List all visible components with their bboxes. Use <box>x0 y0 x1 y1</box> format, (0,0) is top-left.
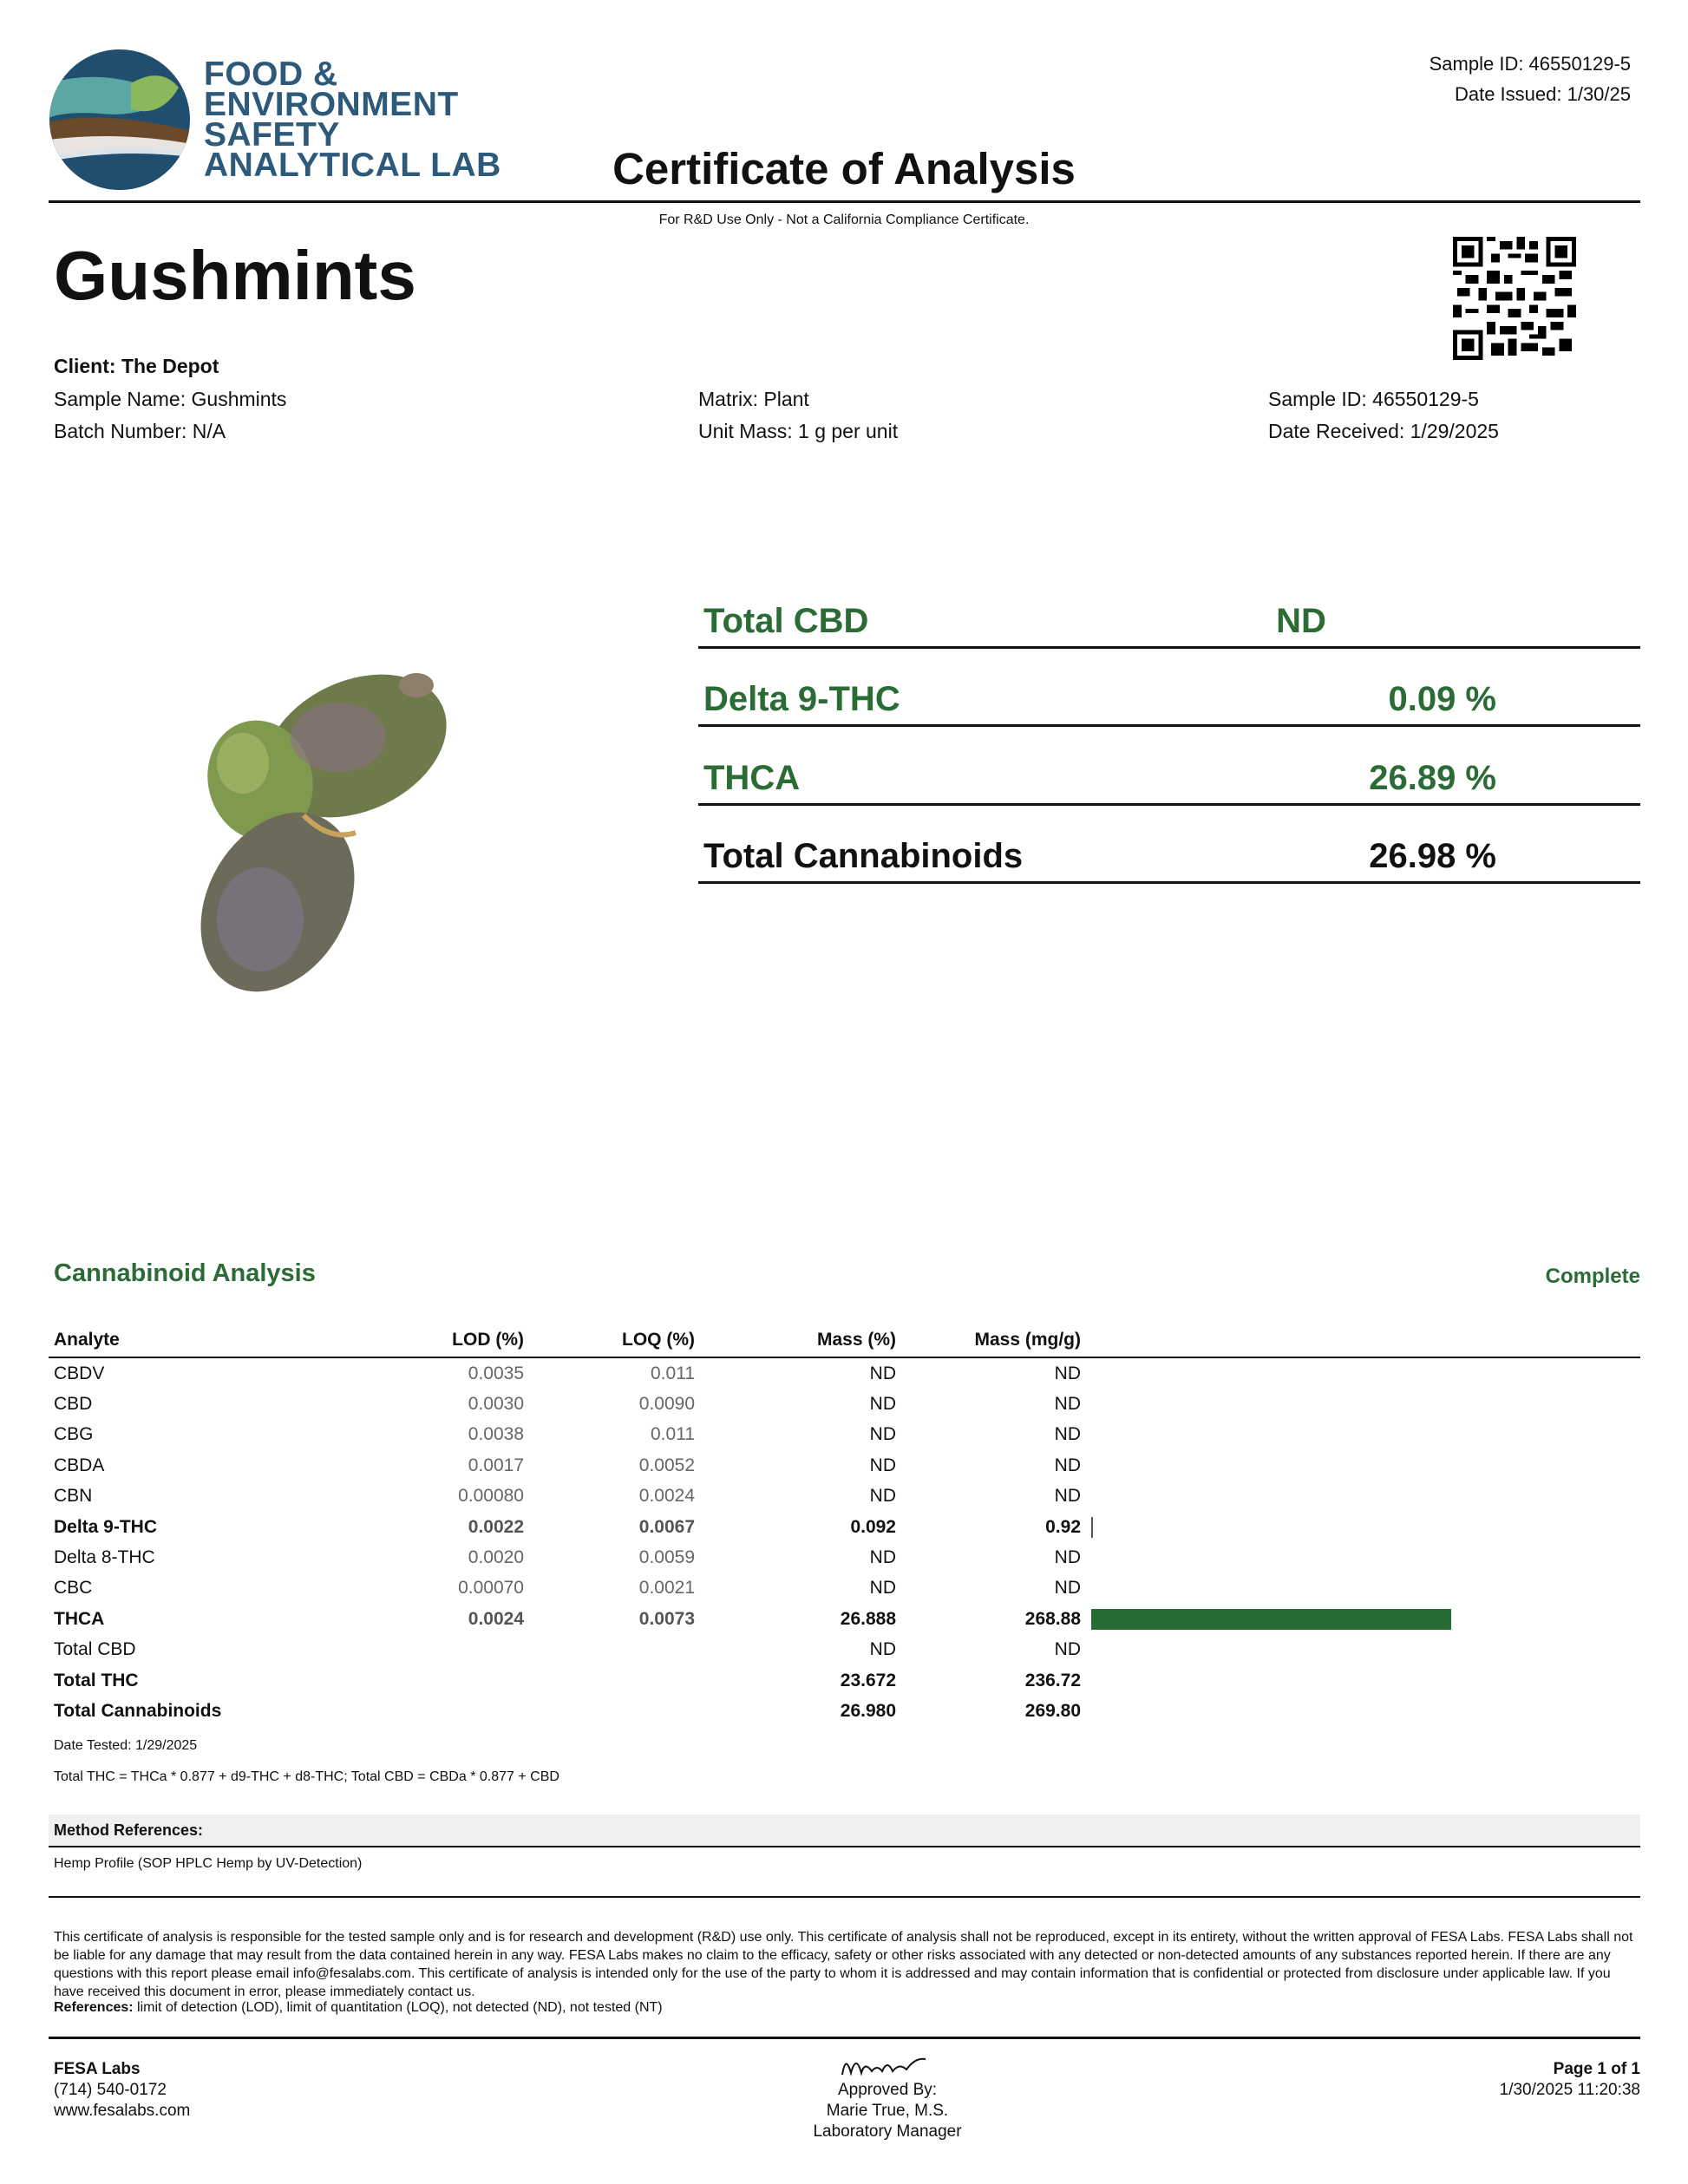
mass-percent-cell: ND <box>869 1363 896 1383</box>
approver-title: Laboratory Manager <box>813 2122 962 2141</box>
column-header: Mass (%) <box>695 1327 896 1357</box>
bar-cell <box>1081 1696 1640 1726</box>
logo-line-1: FOOD & <box>204 56 338 93</box>
header-meta <box>1430 49 1631 109</box>
header-date-issued: Date Issued: 1/30/25 <box>1454 83 1631 105</box>
mass-percent-cell: ND <box>869 1639 896 1660</box>
product-name: Gushmints <box>54 237 416 314</box>
footer-website: www.fesalabs.com <box>54 2102 191 2120</box>
loq-cell: 0.0090 <box>638 1394 695 1415</box>
footer-divider <box>49 2037 1640 2039</box>
loq-cell: 0.0052 <box>638 1455 695 1475</box>
lod-cell <box>261 1635 524 1665</box>
bar-cell <box>1081 1389 1640 1419</box>
table-row <box>49 1635 1640 1665</box>
mass-percent-cell: ND <box>869 1547 896 1568</box>
table-header-row <box>49 1327 1640 1357</box>
summary-label: THCA <box>703 759 801 797</box>
bar-cell <box>1081 1450 1640 1481</box>
product-photo <box>130 642 494 1006</box>
loq-cell: 0.0073 <box>638 1608 695 1629</box>
analyte-cell: CBD <box>54 1394 93 1415</box>
mass-percent-cell: ND <box>869 1578 896 1599</box>
mass-mg-cell: ND <box>1054 1639 1081 1660</box>
table-row <box>49 1604 1640 1634</box>
sample-name: Sample Name: Gushmints <box>54 388 287 410</box>
method-heading: Method References: <box>54 1821 204 1839</box>
header-sample-id: Sample ID: 46550129-5 <box>1429 53 1631 75</box>
column-header: LOQ (%) <box>524 1327 695 1357</box>
logo-line-2: ENVIRONMENT <box>204 86 459 123</box>
summary-row-total-cbd <box>698 568 1640 649</box>
section-title: Cannabinoid Analysis <box>54 1259 316 1287</box>
concentration-bar <box>1091 1609 1451 1630</box>
mass-mg-cell: ND <box>1054 1547 1081 1568</box>
mass-percent-cell: 26.980 <box>840 1700 896 1721</box>
lod-cell: 0.0020 <box>468 1547 524 1568</box>
loq-cell: 0.0021 <box>638 1578 695 1599</box>
mass-mg-cell: 269.80 <box>1024 1700 1081 1721</box>
analyte-cell: Delta 8-THC <box>54 1547 155 1568</box>
bar-cell <box>1081 1357 1640 1389</box>
lod-cell <box>261 1696 524 1726</box>
lod-cell <box>261 1665 524 1696</box>
table-row <box>49 1665 1640 1696</box>
disclaimer-divider <box>49 1896 1640 1898</box>
table-row <box>49 1542 1640 1573</box>
lod-cell: 0.0022 <box>468 1516 524 1537</box>
mass-mg-cell: ND <box>1054 1578 1081 1599</box>
footer-company-info <box>54 2059 190 2122</box>
summary-label: Total CBD <box>703 602 869 640</box>
batch-number: Batch Number: N/A <box>54 420 226 442</box>
analyte-cell: CBG <box>54 1424 94 1445</box>
column-header: Mass (mg/g) <box>896 1327 1081 1357</box>
lod-cell: 0.0035 <box>468 1363 524 1383</box>
disclaimer-text: This certificate of analysis is responsible for the tested sample only and is for research and development (R&D) use only. This certificate of analysis shall not be reproduced, except in its entirety, without the written approval of FESA Labs. FESA Labs shall not be liable for any damage that may result from the data contained herein in any way. FESA Labs makes no claim to the efficacy, safety or other risks associated with any detected or non-detected amounts of any substances reported herein. If there are any questions with this report please email info@fesalabs.com. This certificate of analysis is intended only for the use of the party to whom it is addressed and may contain information that is confidential or protected from disclosure under applicable law. If you have received this document in error, please immediately contact us. <box>54 1930 1633 1999</box>
unit-mass: Unit Mass: 1 g per unit <box>698 420 899 442</box>
mass-percent-cell: ND <box>869 1424 896 1445</box>
page-number: Page 1 of 1 <box>1553 2060 1640 2078</box>
summary-value: ND <box>1276 602 1326 640</box>
concentration-bar <box>1091 1517 1093 1538</box>
mass-percent-cell: 26.888 <box>840 1608 896 1629</box>
mass-mg-cell: ND <box>1054 1363 1081 1383</box>
formula-note: Total THC = THCa * 0.877 + d9-THC + d8-THC; Total CBD = CBDa * 0.877 + CBD <box>54 1769 559 1784</box>
mass-percent-cell: 23.672 <box>840 1670 896 1690</box>
mass-mg-cell: 236.72 <box>1024 1670 1081 1690</box>
footer-page-info <box>1500 2059 1640 2101</box>
bar-cell <box>1081 1635 1640 1665</box>
column-header-bar <box>1081 1327 1640 1357</box>
references-label: References: <box>54 2000 134 2015</box>
bar-cell <box>1081 1481 1640 1512</box>
bar-cell <box>1081 1512 1640 1542</box>
signature <box>714 2049 1061 2080</box>
analyte-cell: CBC <box>54 1578 93 1599</box>
approver-name: Marie True, M.S. <box>826 2102 949 2120</box>
lod-cell: 0.00080 <box>458 1486 524 1507</box>
loq-cell: 0.011 <box>651 1424 695 1445</box>
lod-cell: 0.00070 <box>458 1578 524 1599</box>
table-row <box>49 1573 1640 1604</box>
compliance-note: For R&D Use Only - Not a California Compliance Certificate. <box>658 213 1030 227</box>
approved-by-label: Approved By: <box>837 2081 938 2099</box>
analyte-cell: Total Cannabinoids <box>54 1700 222 1721</box>
analyte-cell: CBDV <box>54 1363 105 1383</box>
loq-cell: 0.0059 <box>638 1547 695 1568</box>
table-row <box>49 1450 1640 1481</box>
logo-line-3: SAFETY <box>204 116 340 154</box>
table-row <box>49 1389 1640 1419</box>
bar-cell <box>1081 1420 1640 1450</box>
header-divider <box>49 200 1640 203</box>
summary-value: 26.89 % <box>1369 759 1496 797</box>
table-row <box>49 1420 1640 1450</box>
analyte-cell: Total CBD <box>54 1639 136 1660</box>
client-name: Client: The Depot <box>54 355 219 377</box>
page-title: Certificate of Analysis <box>612 144 1076 193</box>
summary-label: Delta 9-THC <box>703 680 900 718</box>
status-badge: Complete <box>1545 1265 1640 1288</box>
mass-percent-cell: ND <box>869 1486 896 1507</box>
footer-approval <box>714 2049 1061 2142</box>
summary-row-delta9-thc <box>698 646 1640 727</box>
summary-value: 26.98 % <box>1369 837 1496 875</box>
table-row <box>49 1696 1640 1726</box>
loq-cell <box>524 1696 695 1726</box>
column-header: Analyte <box>49 1327 261 1357</box>
bar-cell <box>1081 1573 1640 1604</box>
table-row <box>49 1481 1640 1512</box>
summary-label: Total Cannabinoids <box>703 837 1024 875</box>
bar-cell <box>1081 1604 1640 1634</box>
analyte-cell: CBN <box>54 1486 93 1507</box>
loq-cell: 0.0024 <box>638 1486 695 1507</box>
summary-row-total-cannabinoids <box>698 803 1640 884</box>
lod-cell: 0.0030 <box>468 1394 524 1415</box>
loq-cell <box>524 1635 695 1665</box>
footer-phone: (714) 540-0172 <box>54 2081 167 2099</box>
bar-cell <box>1081 1665 1640 1696</box>
table-row <box>49 1357 1640 1389</box>
summary-row-thca <box>698 725 1640 806</box>
analyte-cell: CBDA <box>54 1455 105 1475</box>
logo-line-4: ANALYTICAL LAB <box>204 147 501 184</box>
mass-mg-cell: ND <box>1054 1424 1081 1445</box>
analyte-cell: Total THC <box>54 1670 139 1690</box>
column-header: LOD (%) <box>261 1327 524 1357</box>
mass-percent-cell: ND <box>869 1455 896 1475</box>
date-received: Date Received: 1/29/2025 <box>1268 420 1499 442</box>
analyte-cell: THCA <box>54 1608 105 1629</box>
loq-cell: 0.011 <box>651 1363 695 1383</box>
mass-mg-cell: 0.92 <box>1045 1516 1081 1537</box>
lod-cell: 0.0024 <box>468 1608 524 1629</box>
mass-percent-cell: ND <box>869 1394 896 1415</box>
mass-mg-cell: 268.88 <box>1024 1608 1081 1629</box>
references-text: limit of detection (LOD), limit of quantitation (LOQ), not detected (ND), not tested (NT) <box>133 2000 663 2015</box>
report-timestamp: 1/30/2025 11:20:38 <box>1499 2081 1640 2099</box>
method-reference: Hemp Profile (SOP HPLC Hemp by UV-Detection) <box>54 1856 363 1871</box>
mass-mg-cell: ND <box>1054 1486 1081 1507</box>
sample-id: Sample ID: 46550129-5 <box>1268 388 1479 410</box>
lod-cell: 0.0038 <box>468 1424 524 1445</box>
cannabinoid-table <box>49 1327 1640 1727</box>
mass-percent-cell: 0.092 <box>850 1516 896 1537</box>
method-references-header <box>49 1815 1640 1847</box>
bar-cell <box>1081 1542 1640 1573</box>
matrix: Matrix: Plant <box>698 388 809 410</box>
mass-mg-cell: ND <box>1054 1455 1081 1475</box>
qr-code-icon <box>1453 237 1576 360</box>
loq-cell <box>524 1665 695 1696</box>
table-row <box>49 1512 1640 1542</box>
analyte-cell: Delta 9-THC <box>54 1516 158 1537</box>
mass-mg-cell: ND <box>1054 1394 1081 1415</box>
lod-cell: 0.0017 <box>468 1455 524 1475</box>
loq-cell: 0.0067 <box>638 1516 695 1537</box>
date-tested: Date Tested: 1/29/2025 <box>54 1738 198 1753</box>
footer-company: FESA Labs <box>54 2060 141 2078</box>
references-note <box>54 2000 663 2016</box>
summary-value: 0.09 % <box>1388 680 1496 718</box>
